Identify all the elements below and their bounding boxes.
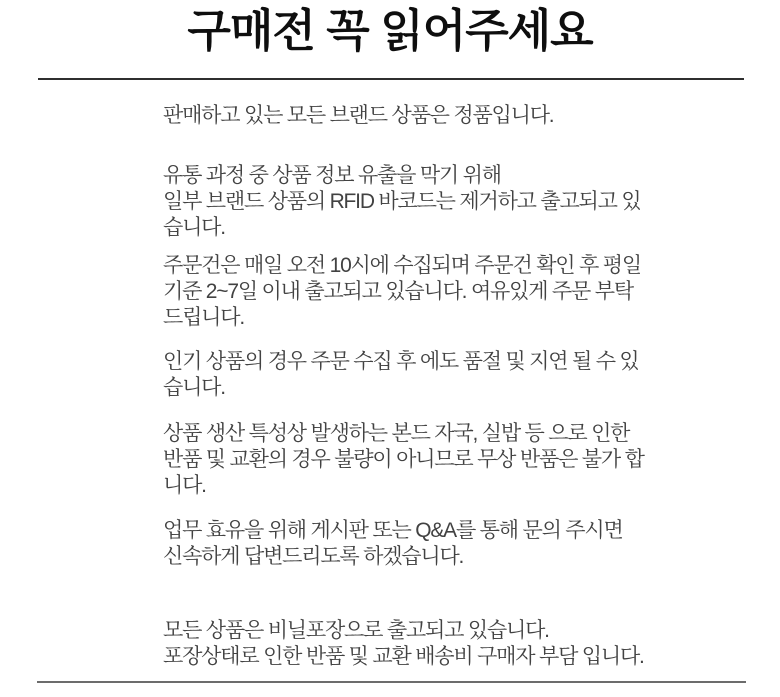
notice-body <box>0 80 780 670</box>
notice-line: 기준 2~7일 이내 출고되고 있습니다. 여유있게 주문 부탁 <box>163 280 633 303</box>
notice-line: 상품 생산 특성상 발생하는 본드 자국, 실밥 등 으로 인한 <box>163 422 630 445</box>
notice-line: 모든 상품은 비닐포장으로 출고되고 있습니다. <box>163 619 549 642</box>
notice-line: 포장상태로 인한 반품 및 교환 배송비 구매자 부담 입니다. <box>163 645 644 668</box>
notice-line: 일부 브랜드 상품의 RFID 바코드는 제거하고 출고되고 있 <box>163 190 641 213</box>
notice-paragraph <box>163 421 780 499</box>
notice-paragraph <box>163 349 780 401</box>
footer-divider <box>37 681 746 683</box>
notice-line: 주문건은 매일 오전 10시에 수집되며 주문건 확인 후 평일 <box>163 254 641 277</box>
notice-paragraph <box>163 618 780 670</box>
notice-paragraph <box>163 518 780 570</box>
notice-paragraph <box>163 103 780 129</box>
page-title: 구매전 꼭 읽어주세요 <box>187 5 593 56</box>
notice-line: 판매하고 있는 모든 브랜드 상품은 정품입니다. <box>163 104 554 127</box>
notice-line: 니다. <box>163 474 206 497</box>
notice-line: 인기 상품의 경우 주문 수집 후 에도 품절 및 지연 될 수 있 <box>163 350 639 373</box>
notice-paragraph <box>163 163 780 241</box>
notice-line: 드립니다. <box>163 306 244 329</box>
notice-line: 반품 및 교환의 경우 불량이 아니므로 무상 반품은 불가 합 <box>163 448 644 471</box>
notice-line: 유통 과정 중 상품 정보 유출을 막기 위해 <box>163 164 501 187</box>
notice-line: 습니다. <box>163 376 225 399</box>
notice-line: 신속하게 답변드리도록 하겠습니다. <box>163 545 464 568</box>
notice-line: 업무 효유을 위해 게시판 또는 Q&A를 통해 문의 주시면 <box>163 519 623 542</box>
notice-line: 습니다. <box>163 216 225 239</box>
notice-paragraph <box>163 253 780 331</box>
